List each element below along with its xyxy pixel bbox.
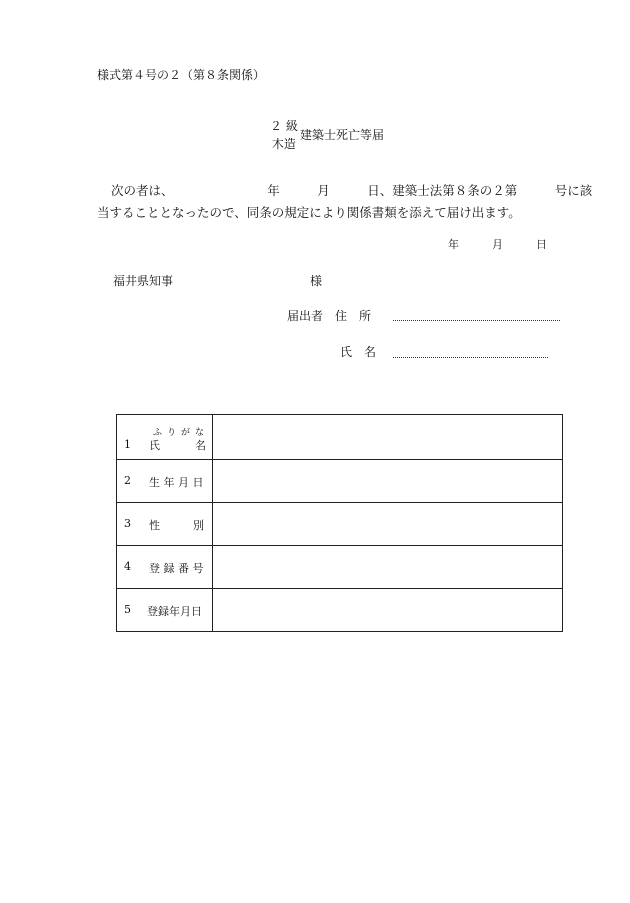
recipient-name: 福井県知事	[113, 274, 174, 288]
table-row	[117, 546, 563, 589]
title-grade-line1: ２ 級	[270, 119, 298, 133]
sex-value-cell[interactable]	[213, 503, 563, 546]
row-label-cell	[117, 589, 213, 632]
submission-date: 年 月 日	[448, 238, 547, 251]
table-row	[117, 589, 563, 632]
document-title: 建築士死亡等届	[300, 128, 385, 142]
furigana-label: ふりがな	[153, 428, 210, 438]
applicant-name-label: 氏 名	[340, 345, 377, 359]
registration-number-value-cell[interactable]	[213, 546, 563, 589]
form-number: 様式第４号の２（第８条関係）	[97, 68, 266, 82]
row-number: 3	[124, 517, 131, 530]
name-field-line[interactable]	[393, 357, 548, 358]
table-row	[117, 460, 563, 503]
name-value-cell[interactable]	[213, 415, 563, 460]
birthdate-value-cell[interactable]	[213, 460, 563, 503]
name-label-a: 氏	[149, 439, 160, 452]
title-grade	[270, 117, 298, 153]
row-label-cell	[117, 546, 213, 589]
registration-date-value-cell[interactable]	[213, 589, 563, 632]
birthdate-label: 生 年 月 日	[149, 476, 204, 489]
registration-number-label: 登 録 番 号	[149, 562, 204, 575]
row-number: 1	[124, 438, 131, 451]
sex-label: 性 別	[149, 519, 204, 532]
applicant-address-label: 届出者 住 所	[287, 309, 372, 323]
row-label-cell	[117, 460, 213, 503]
address-field-line[interactable]	[393, 320, 560, 321]
row-label-cell	[117, 415, 213, 460]
body-line-2: 当することとなったので、同条の規定により関係書類を添えて届け出ます。	[97, 205, 521, 220]
row-number: 2	[124, 474, 131, 487]
row-number: 5	[124, 603, 131, 616]
registrant-info-table	[116, 414, 563, 632]
row-number: 4	[124, 560, 131, 573]
registration-date-label: 登録年月日	[147, 605, 202, 618]
name-label-b: 名	[195, 439, 206, 452]
table-row	[117, 415, 563, 460]
recipient-honorific: 様	[310, 274, 323, 288]
body-line-1: 次の者は、 年 月 日、建築士法第８条の２第 号に該	[111, 183, 593, 198]
table-row	[117, 503, 563, 546]
row-label-cell	[117, 503, 213, 546]
body-text	[97, 180, 593, 224]
title-grade-line2: 木造	[271, 137, 296, 151]
